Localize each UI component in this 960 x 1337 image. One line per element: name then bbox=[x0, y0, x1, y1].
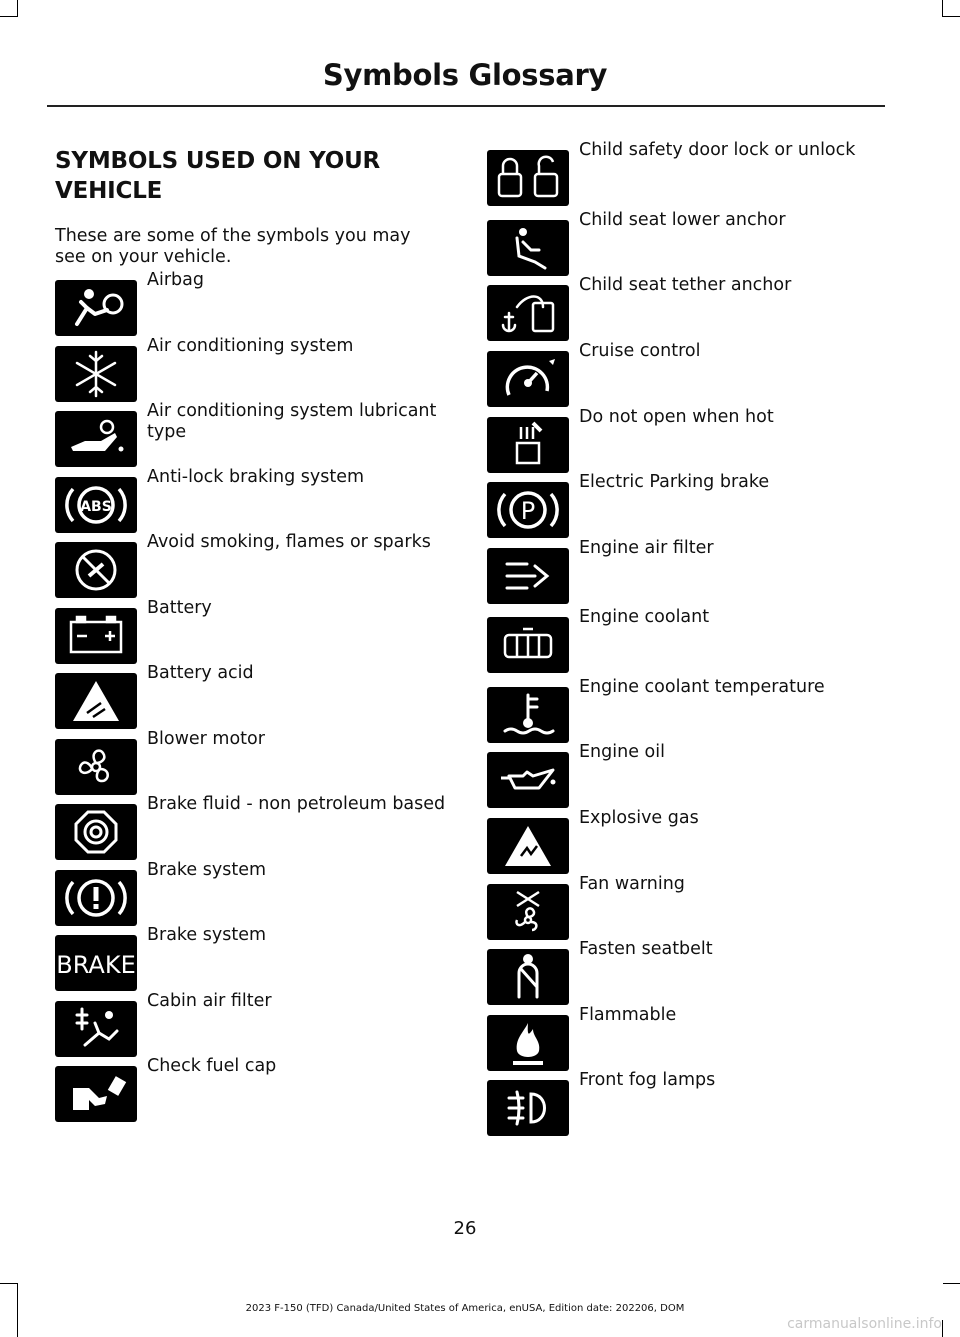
symbol-label: Engine air filter bbox=[579, 538, 714, 558]
parking-icon-text: P bbox=[520, 497, 536, 525]
symbol-label: Child seat lower anchor bbox=[579, 210, 786, 230]
symbol-label: Brake fluid - non petroleum based bbox=[147, 794, 446, 814]
symbol-label: Engine coolant bbox=[579, 607, 710, 627]
page-title: Symbols Glossary bbox=[322, 58, 608, 92]
symbol-label: Explosive gas bbox=[579, 808, 699, 828]
symbol-label: Fan warning bbox=[579, 874, 685, 894]
symbol-label: Air conditioning system bbox=[147, 336, 354, 356]
fuel-cap-icon bbox=[55, 1066, 137, 1122]
airbag-icon bbox=[55, 280, 137, 336]
ac-lubricant-icon bbox=[55, 411, 137, 467]
crop-mark bbox=[943, 16, 960, 17]
header-divider bbox=[47, 105, 885, 107]
symbol-label: Electric Parking brake bbox=[579, 472, 770, 492]
symbol-label: Battery bbox=[147, 598, 212, 618]
section-intro: These are some of the symbols you may see on your vehicle. bbox=[55, 226, 411, 267]
symbol-label: Avoid smoking, flames or sparks bbox=[147, 532, 431, 552]
symbol-label: Front fog lamps bbox=[579, 1070, 716, 1090]
hot-cap-icon bbox=[487, 417, 569, 473]
footer-edition-info: 2023 F-150 (TFD) Canada/United States of America, enUSA, Edition date: 202206, DOM bbox=[245, 1303, 685, 1314]
speedometer-icon bbox=[487, 351, 569, 407]
crop-mark bbox=[942, 0, 943, 17]
symbol-label: Air conditioning system lubricant type bbox=[147, 401, 437, 442]
symbol-label: Blower motor bbox=[147, 729, 265, 749]
snowflake-icon bbox=[55, 346, 137, 402]
crop-mark bbox=[17, 0, 18, 17]
crop-mark bbox=[942, 1320, 943, 1337]
symbol-label: Airbag bbox=[147, 270, 204, 290]
oil-can-icon bbox=[487, 752, 569, 808]
child-seat-anchor-icon bbox=[487, 220, 569, 276]
battery-icon bbox=[55, 608, 137, 664]
brake-warning-icon bbox=[55, 870, 137, 926]
fan-icon bbox=[55, 739, 137, 795]
crop-mark bbox=[0, 16, 17, 17]
symbol-label: Battery acid bbox=[147, 663, 254, 683]
symbol-label: Child seat tether anchor bbox=[579, 275, 792, 295]
battery-acid-icon bbox=[55, 673, 137, 729]
section-heading: SYMBOLS USED ON YOUR VEHICLE bbox=[55, 148, 381, 204]
radiator-icon bbox=[487, 617, 569, 673]
brake-fluid-icon bbox=[55, 804, 137, 860]
symbol-label: Check fuel cap bbox=[147, 1056, 277, 1076]
symbol-label: Flammable bbox=[579, 1005, 677, 1025]
flame-icon bbox=[487, 1015, 569, 1071]
explosive-gas-icon bbox=[487, 818, 569, 874]
symbol-label: Brake system bbox=[147, 925, 267, 945]
symbol-label: Brake system bbox=[147, 860, 267, 880]
thermometer-icon bbox=[487, 687, 569, 743]
symbol-label: Fasten seatbelt bbox=[579, 939, 713, 959]
abs-icon bbox=[55, 477, 137, 533]
symbol-label: Do not open when hot bbox=[579, 407, 774, 427]
child-seat-tether-icon bbox=[487, 285, 569, 341]
symbol-label: Engine coolant temperature bbox=[579, 677, 825, 697]
parking-brake-icon bbox=[487, 482, 569, 538]
symbol-label: Cruise control bbox=[579, 341, 701, 361]
no-smoking-icon bbox=[55, 542, 137, 598]
symbol-label: Anti-lock braking system bbox=[147, 467, 365, 487]
fog-lamp-icon bbox=[487, 1080, 569, 1136]
fan-warning-icon bbox=[487, 884, 569, 940]
page-number: 26 bbox=[453, 1218, 477, 1239]
abs-icon-text: ABS bbox=[80, 499, 112, 515]
watermark: carmanualsonline.info bbox=[787, 1316, 942, 1332]
crop-mark bbox=[943, 1283, 960, 1284]
brake-icon-text: BRAKE bbox=[56, 951, 136, 979]
symbol-label: Cabin air filter bbox=[147, 991, 272, 1011]
engine-air-filter-icon bbox=[487, 548, 569, 604]
child-lock-icon bbox=[487, 150, 569, 206]
seatbelt-icon bbox=[487, 949, 569, 1005]
symbol-label: Child safety door lock or unlock bbox=[579, 140, 856, 160]
crop-mark bbox=[0, 1283, 17, 1284]
brake-text-icon bbox=[55, 935, 137, 991]
cabin-air-filter-icon bbox=[55, 1001, 137, 1057]
symbol-label: Engine oil bbox=[579, 742, 665, 762]
